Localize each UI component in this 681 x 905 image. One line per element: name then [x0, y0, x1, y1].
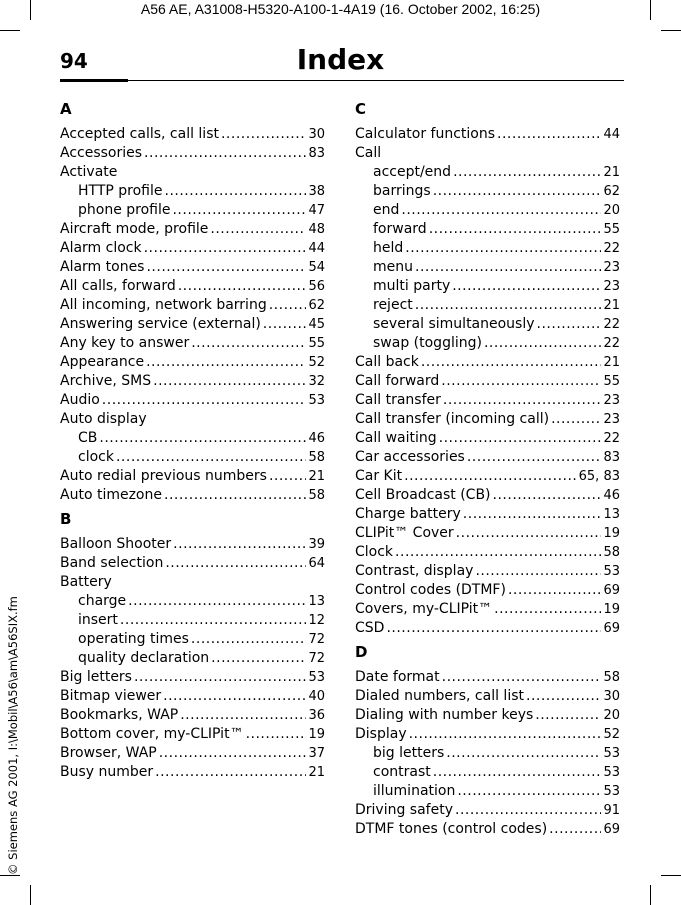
index-entry	[60, 391, 325, 410]
index-subentry	[355, 763, 620, 782]
index-entry	[60, 163, 325, 182]
dot-leader	[441, 372, 601, 391]
entry-page: 36	[308, 708, 325, 723]
index-entry	[355, 801, 620, 820]
dot-leader	[165, 554, 306, 573]
index-entry	[60, 334, 325, 353]
index-entry	[355, 687, 620, 706]
dot-leader	[173, 535, 306, 554]
entry-text: Call forward	[355, 373, 440, 389]
entry-text: Calculator functions	[355, 126, 496, 142]
entry-text: CSD	[355, 620, 385, 636]
entry-text: Any key to answer	[60, 335, 190, 351]
index-entry	[355, 448, 620, 467]
entry-text: several simultaneously	[373, 316, 535, 332]
index-entry	[60, 573, 325, 592]
entry-page: 39	[308, 537, 325, 552]
dot-leader	[269, 467, 307, 486]
entry-text: forward	[373, 221, 427, 237]
entry-page: 20	[603, 203, 620, 218]
entry-page: 56	[308, 279, 325, 294]
entry-page: 64	[308, 556, 325, 571]
entry-page: 53	[603, 564, 620, 579]
entry-text: Car accessories	[355, 449, 465, 465]
entry-page: 47	[308, 203, 325, 218]
dot-leader	[453, 163, 601, 182]
dot-leader	[210, 220, 306, 239]
dot-leader	[144, 144, 306, 163]
dot-leader	[165, 182, 307, 201]
dot-leader	[493, 486, 602, 505]
section-letter: B	[60, 510, 72, 528]
entry-text: Auto timezone	[60, 487, 162, 503]
entry-page: 58	[308, 488, 325, 503]
entry-text: CLIPit™ Cover	[355, 525, 454, 541]
entry-text: Big letters	[60, 669, 132, 685]
index-entry	[60, 258, 325, 277]
index-entry	[355, 524, 620, 543]
index-subentry	[60, 611, 325, 630]
entry-page: 72	[308, 651, 325, 666]
index-subentry	[355, 334, 620, 353]
index-entry	[355, 725, 620, 744]
index-entry	[355, 562, 620, 581]
entry-page: 21	[308, 765, 325, 780]
entry-page: 22	[603, 317, 620, 332]
entry-page: 13	[308, 594, 325, 609]
index-entry	[60, 239, 325, 258]
entry-page: 72	[308, 632, 325, 647]
entry-page: 20	[603, 708, 620, 723]
entry-text: Activate	[60, 164, 118, 180]
index-entry	[60, 315, 325, 334]
dot-leader	[455, 801, 601, 820]
dot-leader	[99, 429, 306, 448]
entry-page: 46	[308, 431, 325, 446]
entry-page: 19	[308, 727, 325, 742]
index-entry	[60, 353, 325, 372]
entry-page: 54	[308, 260, 325, 275]
index-entry	[355, 353, 620, 372]
entry-page: 32	[308, 374, 325, 389]
entry-text: Call back	[355, 354, 419, 370]
index-entry	[60, 687, 325, 706]
entry-page: 23	[603, 279, 620, 294]
entry-page: 23	[603, 412, 620, 427]
entry-text: charge	[78, 593, 127, 609]
index-entry	[355, 505, 620, 524]
index-entry	[355, 410, 620, 429]
dot-leader	[191, 630, 307, 649]
entry-text: operating times	[78, 631, 189, 647]
entry-page: 69	[603, 621, 620, 636]
dot-leader	[463, 505, 602, 524]
index-entry	[60, 467, 325, 486]
section-letter: C	[355, 100, 367, 118]
page-number-rule	[60, 79, 128, 82]
entry-text: CB	[78, 430, 98, 446]
entry-page: 83	[603, 450, 620, 465]
index-subentry	[355, 220, 620, 239]
index-entry	[355, 820, 620, 839]
dot-leader	[549, 820, 601, 839]
index-entry	[60, 410, 325, 429]
section-letter: A	[60, 100, 72, 118]
entry-text: Cell Broadcast (CB)	[355, 487, 491, 503]
dot-leader	[146, 258, 306, 277]
entry-text: DTMF tones (control codes)	[355, 821, 548, 837]
dot-leader	[263, 315, 307, 334]
dot-leader	[457, 782, 601, 801]
index-entry	[355, 600, 620, 619]
dot-leader	[178, 277, 307, 296]
dot-leader	[159, 744, 307, 763]
entry-page: 53	[603, 746, 620, 761]
entry-text: Aircraft mode, profile	[60, 221, 209, 237]
index-entry	[60, 763, 325, 782]
dot-leader	[146, 353, 306, 372]
index-subentry	[60, 182, 325, 201]
entry-page: 23	[603, 260, 620, 275]
entry-page: 58	[603, 670, 620, 685]
entry-page: 30	[308, 127, 325, 142]
index-subentry	[355, 277, 620, 296]
index-entry	[355, 144, 620, 163]
entry-page: 69	[603, 822, 620, 837]
index-entry	[355, 372, 620, 391]
entry-text: Contrast, display	[355, 563, 474, 579]
entry-page: 91	[603, 803, 620, 818]
dot-leader	[128, 592, 306, 611]
entry-text: Charge battery	[355, 506, 461, 522]
dot-leader	[164, 486, 306, 505]
entry-text: Audio	[60, 392, 100, 408]
dot-leader	[494, 600, 601, 619]
entry-page: 53	[603, 765, 620, 780]
dot-leader	[475, 562, 601, 581]
entry-text: Dialed numbers, call list	[355, 688, 524, 704]
dot-leader	[405, 239, 601, 258]
entry-page: 44	[308, 241, 325, 256]
index-entry	[60, 144, 325, 163]
dot-leader	[404, 467, 577, 486]
entry-page: 37	[308, 746, 325, 761]
entry-text: Bitmap viewer	[60, 688, 162, 704]
entry-page: 62	[603, 184, 620, 199]
dot-leader	[155, 763, 306, 782]
dot-leader	[144, 239, 307, 258]
dot-leader	[535, 706, 601, 725]
dot-leader	[401, 201, 601, 220]
entry-page: 52	[308, 355, 325, 370]
entry-text: barrings	[373, 183, 431, 199]
entry-text: Call transfer	[355, 392, 441, 408]
index-entry	[355, 619, 620, 638]
section-letter: D	[355, 643, 368, 661]
entry-text: insert	[78, 612, 118, 628]
entry-page: 65, 83	[578, 469, 620, 484]
entry-text: Accepted calls, call list	[60, 126, 219, 142]
index-subentry	[355, 163, 620, 182]
dot-leader	[180, 706, 306, 725]
entry-page: 53	[308, 393, 325, 408]
index-entry	[60, 277, 325, 296]
crop-mark	[661, 30, 681, 31]
dot-leader	[163, 687, 306, 706]
page-title: Index	[296, 43, 385, 76]
dot-leader	[456, 524, 602, 543]
entry-page: 55	[308, 336, 325, 351]
dot-leader	[452, 277, 601, 296]
entry-page: 55	[603, 222, 620, 237]
entry-page: 19	[603, 526, 620, 541]
index-entry	[355, 429, 620, 448]
dot-leader	[497, 125, 601, 144]
page-number: 94	[60, 49, 88, 73]
index-subentry	[355, 182, 620, 201]
entry-text: menu	[373, 259, 413, 275]
dot-leader	[442, 668, 602, 687]
entry-text: Appearance	[60, 354, 145, 370]
entry-page: 69	[603, 583, 620, 598]
index-entry	[355, 467, 620, 486]
index-subentry	[355, 201, 620, 220]
entry-page: 22	[603, 241, 620, 256]
index-entry	[60, 535, 325, 554]
entry-text: Date format	[355, 669, 440, 685]
entry-page: 21	[308, 469, 325, 484]
entry-text: phone profile	[78, 202, 171, 218]
entry-text: clock	[78, 449, 114, 465]
dot-leader	[120, 611, 307, 630]
entry-text: multi party	[373, 278, 451, 294]
entry-page: 21	[603, 298, 620, 313]
entry-text: swap (toggling)	[373, 335, 482, 351]
index-entry	[60, 372, 325, 391]
index-entry	[355, 543, 620, 562]
dot-leader	[484, 334, 602, 353]
entry-page: 44	[603, 127, 620, 142]
entry-text: Call waiting	[355, 430, 437, 446]
entry-page: 12	[308, 613, 325, 628]
index-subentry	[60, 448, 325, 467]
entry-text: Answering service (external)	[60, 316, 261, 332]
entry-text: All incoming, network barring	[60, 297, 267, 313]
entry-text: Auto display	[60, 411, 147, 427]
entry-text: Driving safety	[355, 802, 453, 818]
entry-text: Clock	[355, 544, 394, 560]
dot-leader	[537, 315, 602, 334]
dot-leader	[551, 410, 601, 429]
index-subentry	[60, 429, 325, 448]
dot-leader	[429, 220, 602, 239]
entry-page: 13	[603, 507, 620, 522]
entry-page: 45	[308, 317, 325, 332]
entry-text: reject	[373, 297, 413, 313]
entry-text: Bottom cover, my-CLIPit™	[60, 726, 244, 742]
dot-leader	[153, 372, 306, 391]
entry-text: Battery	[60, 574, 112, 590]
index-entry	[60, 220, 325, 239]
entry-page: 58	[308, 450, 325, 465]
index-entry	[60, 296, 325, 315]
entry-page: 62	[308, 298, 325, 313]
entry-text: accept/end	[373, 164, 452, 180]
dot-leader	[134, 668, 306, 687]
entry-text: Car Kit	[355, 468, 403, 484]
dot-leader	[191, 334, 306, 353]
index-subentry	[60, 592, 325, 611]
entry-page: 55	[603, 374, 620, 389]
crop-mark	[661, 875, 681, 876]
entry-text: quality declaration	[78, 650, 210, 666]
dot-leader	[467, 448, 602, 467]
index-subentry	[355, 782, 620, 801]
dot-leader	[433, 182, 602, 201]
entry-page: 21	[603, 165, 620, 180]
entry-text: Bookmarks, WAP	[60, 707, 179, 723]
entry-page: 21	[603, 355, 620, 370]
dot-leader	[415, 258, 601, 277]
crop-mark	[0, 30, 20, 31]
entry-text: Alarm tones	[60, 259, 145, 275]
dot-leader	[386, 619, 601, 638]
entry-text: Call transfer (incoming call)	[355, 411, 550, 427]
title-rule	[60, 80, 624, 81]
entry-text: end	[373, 202, 400, 218]
entry-text: Dialing with number keys	[355, 707, 534, 723]
dot-leader	[446, 744, 601, 763]
entry-text: Band selection	[60, 555, 164, 571]
index-entry	[355, 391, 620, 410]
index-entry	[60, 744, 325, 763]
index-subentry	[355, 315, 620, 334]
index-subentry	[355, 744, 620, 763]
entry-page: 58	[603, 545, 620, 560]
index-entry	[355, 706, 620, 725]
entry-page: 53	[308, 670, 325, 685]
dot-leader	[415, 296, 602, 315]
entry-page: 22	[603, 431, 620, 446]
index-entry	[60, 554, 325, 573]
dot-leader	[439, 429, 602, 448]
entry-page: 83	[308, 146, 325, 161]
side-copyright: © Siemens AG 2001, I:\Mobil\A56\am\A56SIX.fm	[6, 596, 20, 875]
index-subentry	[355, 239, 620, 258]
entry-page: 23	[603, 393, 620, 408]
entry-page: 40	[308, 689, 325, 704]
entry-text: Busy number	[60, 764, 154, 780]
entry-page: 22	[603, 336, 620, 351]
index-column-left	[60, 99, 325, 782]
dot-leader	[116, 448, 306, 467]
index-subentry	[60, 201, 325, 220]
entry-text: Auto redial previous numbers	[60, 468, 267, 484]
dot-leader	[211, 649, 306, 668]
entry-text: All calls, forward	[60, 278, 176, 294]
crop-mark	[30, 885, 31, 905]
index-entry	[60, 725, 325, 744]
dot-leader	[395, 543, 601, 562]
crop-mark	[0, 875, 20, 876]
dot-leader	[102, 391, 307, 410]
index-entry	[355, 486, 620, 505]
index-entry	[355, 125, 620, 144]
index-subentry	[355, 258, 620, 277]
entry-page: 46	[603, 488, 620, 503]
index-entry	[60, 125, 325, 144]
dot-leader	[269, 296, 307, 315]
index-subentry	[355, 296, 620, 315]
entry-text: Display	[355, 726, 407, 742]
index-entry	[355, 581, 620, 600]
entry-text: illumination	[373, 783, 456, 799]
index-entry	[60, 668, 325, 687]
entry-text: HTTP profile	[78, 183, 163, 199]
entry-text: Control codes (DTMF)	[355, 582, 506, 598]
entry-page: 38	[308, 184, 325, 199]
entry-text: Covers, my-CLIPit™	[355, 601, 493, 617]
entry-page: 19	[603, 602, 620, 617]
entry-text: Alarm clock	[60, 240, 142, 256]
dot-leader	[221, 125, 306, 144]
index-column-right	[355, 99, 620, 839]
entry-text: Browser, WAP	[60, 745, 157, 761]
crop-mark	[650, 885, 651, 905]
entry-page: 53	[603, 784, 620, 799]
dot-leader	[246, 725, 307, 744]
index-entry	[355, 668, 620, 687]
document-header-line: A56 AE, A31008-H5320-A100-1-4A19 (16. October 2002, 16:25)	[140, 1, 541, 17]
entry-text: Archive, SMS	[60, 373, 152, 389]
entry-text: contrast	[373, 764, 431, 780]
dot-leader	[433, 763, 602, 782]
index-entry	[60, 706, 325, 725]
dot-leader	[172, 201, 306, 220]
entry-text: big letters	[373, 745, 445, 761]
index-subentry	[60, 630, 325, 649]
dot-leader	[443, 391, 602, 410]
dot-leader	[409, 725, 602, 744]
entry-text: Balloon Shooter	[60, 536, 172, 552]
entry-text: held	[373, 240, 404, 256]
dot-leader	[526, 687, 601, 706]
index-subentry	[60, 649, 325, 668]
entry-text: Accessories	[60, 145, 143, 161]
entry-page: 48	[308, 222, 325, 237]
entry-text: Call	[355, 145, 382, 161]
entry-page: 30	[603, 689, 620, 704]
entry-page: 52	[603, 727, 620, 742]
index-entry	[60, 486, 325, 505]
dot-leader	[421, 353, 602, 372]
dot-leader	[508, 581, 602, 600]
